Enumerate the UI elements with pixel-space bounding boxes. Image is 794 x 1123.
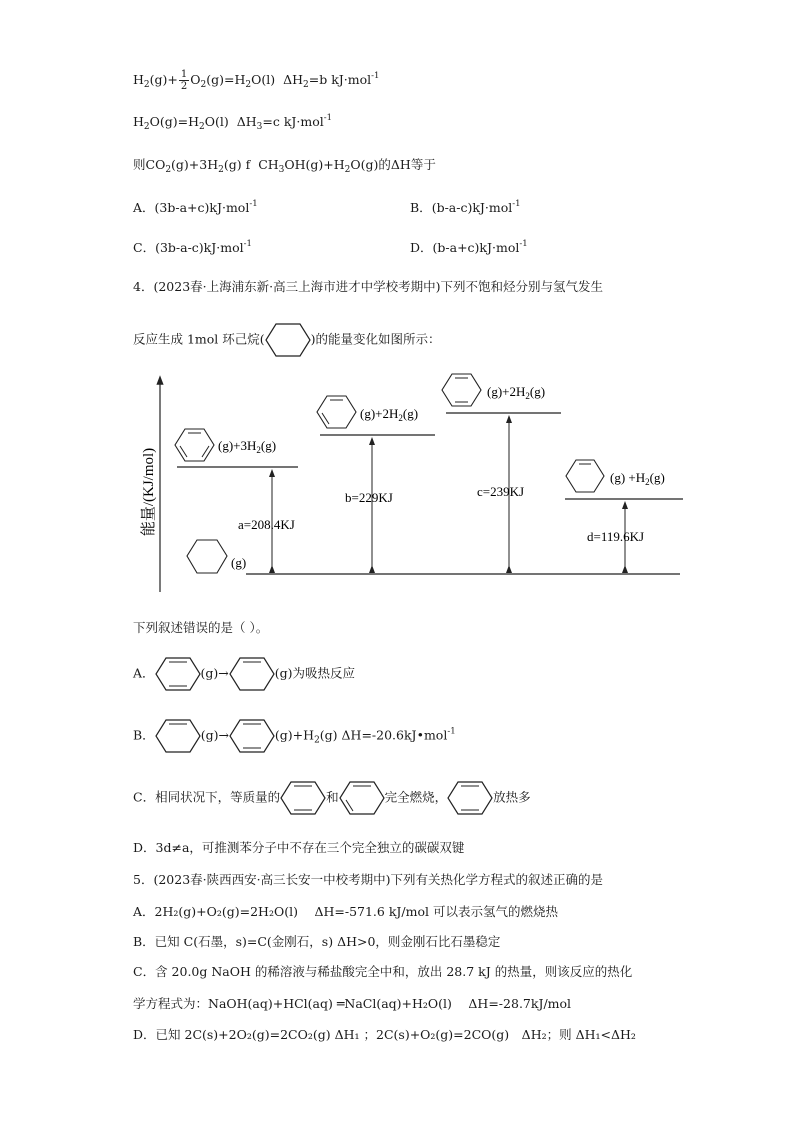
level-c-species: $(g)+2H_2(g)$ bbox=[487, 384, 546, 401]
cyclohexadiene-icon bbox=[229, 718, 275, 754]
q5-option-d[interactable]: D．已知 2C(s)+2O₂(g)=2CO₂(g) ΔH₁ ；2C(s)+O₂(g)=2CO(g) ΔH₂；则 ΔH₁<ΔH₂ bbox=[133, 1027, 636, 1042]
q3-option-a[interactable]: A．(3b-a+c)kJ·mol$^{-1}$ bbox=[133, 199, 258, 215]
q5-option-a[interactable]: A．2H₂(g)+O₂(g)=2H₂O(l) ΔH=-571.6 kJ/mol 可以表示氢气的燃烧热 bbox=[133, 904, 558, 919]
label-a: a=208.4KJ bbox=[238, 517, 295, 532]
equation-h2-o2: $H_2(g)+$ $\frac{1}{2}$ $O_2(g)=H_2O(l)$ $\Delta H_2=b$ kJ·mol$^{-1}$ bbox=[133, 69, 380, 92]
q4-stem-line1: 4．(2023春·上海浦东新·高三上海市进才中学校考期中)下列不饱和烃分别与氢气发生 bbox=[133, 279, 603, 294]
label-b: b=229KJ bbox=[345, 490, 393, 505]
cyclohexane-icon bbox=[187, 540, 227, 573]
cyclohexadiene-icon bbox=[447, 780, 493, 816]
q5-option-b[interactable]: B．已知 C(石墨，s)=C(金刚石，s) ΔH>0，则金刚石比石墨稳定 bbox=[133, 934, 501, 949]
q3-option-b[interactable]: B．(b-a-c)kJ·mol$^{-1}$ bbox=[410, 199, 521, 215]
q4-option-d[interactable]: D．3d≠a，可推测苯分子中不存在三个完全独立的碳碳双键 bbox=[133, 840, 465, 855]
cyclohexadiene-icon bbox=[339, 780, 385, 816]
baseline-label: (g) bbox=[231, 555, 247, 570]
q5-option-c-line1[interactable]: C．含 20.0g NaOH 的稀溶液与稀盐酸完全中和，放出 28.7 kJ 的热量，则该反应的热化 bbox=[133, 964, 633, 979]
cyclohexadiene-icon bbox=[155, 656, 201, 692]
q4-stem-line2: 反应生成 1mol 环己烷( )的能量变化如图所示： bbox=[133, 322, 441, 358]
q3-option-c[interactable]: C．(3b-a-c)kJ·mol$^{-1}$ bbox=[133, 239, 252, 255]
benzene-icon bbox=[175, 429, 214, 461]
energy-diagram bbox=[120, 362, 690, 600]
cyclohexene-icon bbox=[566, 460, 604, 492]
level-a-species: $(g)+3H_2(g)$ bbox=[218, 438, 277, 455]
cyclohexadiene-icon bbox=[442, 374, 481, 406]
y-axis-label: 能量/(KJ/mol) bbox=[141, 447, 157, 537]
q4-option-c[interactable]: C．相同状况下，等质量的 和 完全燃烧， 放热多 bbox=[133, 780, 531, 816]
equation-h2o-vaporization: $H_2O(g)=H_2O(l)$ $\Delta H_3=c$ kJ·mol$^{-1}$ bbox=[133, 113, 333, 132]
q4-question: 下列叙述错误的是（ ）。 bbox=[133, 620, 269, 635]
q5-stem: 5．(2023春·陕西西安·高三长安一中校考期中)下列有关热化学方程式的叙述正确的是 bbox=[133, 872, 603, 887]
level-d-species: $(g) +H_2(g)$ bbox=[610, 470, 665, 487]
question-target-reaction: 则$CO_2(g)+3H_2(g)$ f $CH_3OH(g)+H_2O(g)$的ΔH等于 bbox=[133, 157, 436, 175]
q4-option-b[interactable]: B． $(g)\to (g)+H_2(g)$ ΔH=-20.6kJ•mol$^{-1}$ bbox=[133, 718, 456, 754]
q5-option-c-line2: 学方程式为：NaOH(aq)+HCl(aq) ═NaCl(aq)+H₂O(l) ΔH=-28.7kJ/mol bbox=[133, 996, 572, 1011]
cyclohexane-icon bbox=[265, 322, 311, 358]
level-b-species: $(g)+2H_2(g)$ bbox=[360, 406, 419, 423]
cyclohexadiene-icon bbox=[280, 780, 326, 816]
cyclohexadiene-icon bbox=[317, 396, 356, 428]
cyclohexene-icon bbox=[229, 656, 275, 692]
q3-option-d[interactable]: D．(b-a+c)kJ·mol$^{-1}$ bbox=[410, 239, 528, 255]
label-d: d=119.6KJ bbox=[587, 529, 645, 544]
cyclohexene-icon bbox=[155, 718, 201, 754]
q4-option-a[interactable]: A． (g)→ (g)为吸热反应 bbox=[133, 656, 355, 692]
label-c: c=239KJ bbox=[477, 484, 525, 499]
